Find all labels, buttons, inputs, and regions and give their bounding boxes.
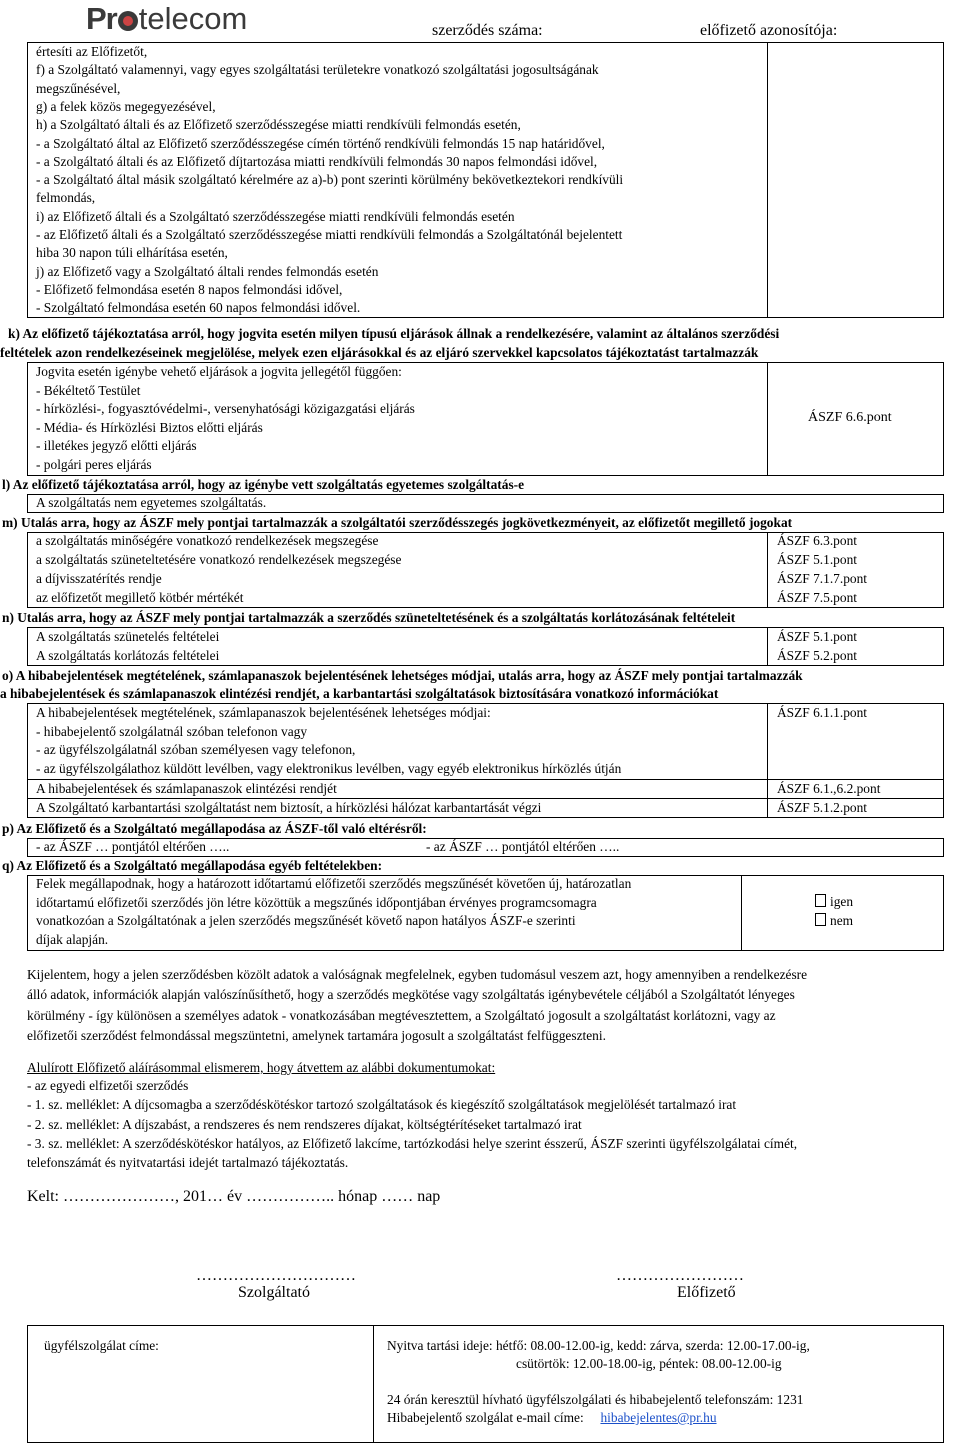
logo-mark-icon	[118, 11, 138, 31]
footer-divider	[373, 1325, 374, 1443]
email-label: Hibabejelentő szolgálat e-mail címe:	[387, 1410, 584, 1425]
subscriber-signature-line: ……………………	[616, 1267, 744, 1284]
section-o-title-1: o) A hibabejelentések megtételének, számlapanaszok bejelentésének lehetséges módjai, utalás arra, hogy az ÁSZF mely pontjai tartalmazzák	[2, 668, 803, 683]
section-m-row-reference: ÁSZF 7.5.pont	[777, 590, 857, 605]
acknowledgement-line: - 3. sz. melléklet: A szerződéskötéskor hatályos, az Előfizető lakcíme, tartózkodási helye szerint ésszerű, ÁSZF szerinti ügyfélszolgálatai címét,	[27, 1135, 798, 1151]
logo-text-pr: Pr	[86, 1, 117, 36]
company-logo	[86, 2, 247, 36]
phone-number-line: 24 órán keresztül hívható ügyfélszolgálati és hibabejelentő telefonszám: 1231	[387, 1392, 804, 1407]
subscriber-id-label: előfizető azonosítója:	[700, 22, 838, 39]
section-m-row-text: a szolgáltatás szüneteltetésére vonatkozó rendelkezések megszegése	[36, 552, 402, 567]
section-k-line: Jogvita esetén igénybe vehető eljárások a jogvita jellegétől függően:	[36, 364, 402, 379]
section-q-title: q) Az Előfizető és a Szolgáltató megállapodása egyéb feltételekben:	[2, 858, 383, 873]
termination-line: f) a Szolgáltató valamennyi, vagy egyes szolgáltatási területekre vonatkozó szolgáltatási jogosultságának	[36, 62, 599, 78]
termination-line: - a Szolgáltató általi és az Előfizető díjtartozása miatti rendkívüli felmondás 30 napos felmondási idővel,	[36, 153, 598, 169]
section-o-row-reference: ÁSZF 5.1.2.pont	[777, 800, 868, 815]
section-k-line: - Békéltető Testület	[36, 382, 141, 398]
section-o-block-reference: ÁSZF 6.1.1.pont	[777, 705, 868, 720]
section-k-divider	[767, 362, 768, 476]
section-k-title-1: k) Az előfizető tájékoztatása arról, hogy jogvita esetén milyen típusú eljárások állnak a rendelkezésére, valamint az általános szerződési	[8, 326, 780, 341]
termination-line: értesíti az Előfizetőt,	[36, 44, 148, 59]
section-n-divider	[767, 627, 768, 666]
section-n-row-reference: ÁSZF 5.2.pont	[777, 648, 857, 663]
termination-box-divider	[767, 42, 768, 318]
section-k-line: - Média- és Hírközlési Biztos előtti eljárás	[36, 419, 263, 435]
acknowledgement-title: Alulírott Előfizető aláírásommal elismerem, hogy átvettem az alábbi dokumentumokat:	[27, 1060, 496, 1075]
termination-line: megszűnésével,	[36, 80, 121, 96]
option-no-label: nem	[830, 913, 854, 928]
section-n-title: n) Utalás arra, hogy az ÁSZF mely pontjai tartalmazzák a szerződés szüneteltetésének és a szolgáltatás korlátozásának feltételeit	[2, 610, 736, 625]
option-no[interactable]	[815, 912, 853, 931]
opening-hours-line-1: Nyitva tartási ideje: hétfő: 08.00-12.00-ig, kedd: zárva, szerda: 12.00-17.00-ig,	[387, 1338, 810, 1353]
section-q-line: vonatkozóan a Szolgáltatónak a jelen szerződés megszűnését követő napon hatályos ÁSZF-e szerinti	[36, 913, 576, 929]
option-yes[interactable]	[815, 893, 853, 912]
termination-line: felmondás,	[36, 190, 96, 206]
section-q-line: díjak alapján.	[36, 931, 109, 947]
email-line	[387, 1409, 717, 1428]
termination-line: - a Szolgáltató által az Előfizető szerződésszegése címén történő rendkívüli felmondás 15 nap határidővel,	[36, 135, 605, 151]
provider-signature-label: Szolgáltató	[238, 1284, 310, 1301]
termination-line: - Szolgáltató felmondása esetén 60 napos felmondási idővel.	[36, 300, 361, 316]
subscriber-signature-label: Előfizető	[677, 1284, 736, 1301]
section-o-line: - az ügyfélszolgálatnál szóban személyesen vagy telefonon,	[36, 742, 356, 757]
termination-line: g) a felek közös megegyezésével,	[36, 98, 216, 114]
customer-service-address-label: ügyfélszolgálat címe:	[44, 1338, 159, 1353]
acknowledgement-line: - 1. sz. melléklet: A díjcsomagba a szerződéskötéskor tartozó szolgáltatások és kiegészítő szolgáltatások megjelölését tartalmazó irat	[27, 1097, 737, 1113]
section-m-row-reference: ÁSZF 7.1.7.pont	[777, 571, 868, 586]
section-p-title: p) Az Előfizető és a Szolgáltató megállapodása az ÁSZF-től való eltérésről:	[2, 821, 427, 836]
section-m-row-reference: ÁSZF 5.1.pont	[777, 552, 857, 567]
section-k-reference: ÁSZF 6.6.pont	[808, 410, 892, 425]
termination-line: i) az Előfizető általi és a Szolgáltató szerződésszegése miatti rendkívüli felmondás esetén	[36, 208, 515, 224]
termination-line: j) az Előfizető vagy a Szolgáltató általi rendes felmondás esetén	[36, 263, 379, 279]
section-m-row-text: a díjvisszatérítés rendje	[36, 571, 162, 586]
checkbox-yes-icon[interactable]	[815, 894, 826, 907]
acknowledgement-line: - az egyedi elfizetői szerződés	[27, 1078, 189, 1093]
section-o-row-text: A hibabejelentések és számlapanaszok elintézési rendjét	[36, 781, 337, 796]
acknowledgement-line: - 2. sz. melléklet: A díjszabást, a rendszeres és nem rendszeres díjakat, költségtérítéseket tartalmazó irat	[27, 1116, 582, 1132]
section-m-row-text: az előfizetőt megillető kötbér mértékét	[36, 590, 244, 605]
email-link[interactable]: hibabejelentes@pr.hu	[600, 1410, 717, 1425]
termination-line: - az Előfizető általi és a Szolgáltató szerződésszegése miatti rendkívüli felmondás a Szolgáltatónál bejelentett	[36, 227, 623, 242]
section-n-row-text: A szolgáltatás szünetelés feltételei	[36, 629, 220, 644]
termination-line: h) a Szolgáltató általi és az Előfizető szerződésszegése miatti rendkívüli felmondás esetén,	[36, 117, 521, 133]
termination-line: hiba 30 napon túli elhárítása esetén,	[36, 245, 228, 261]
section-k-title-2: feltételek azon rendelkezéseinek megjelölése, melyek ezen eljárásokkal és az eljáró szervekkel kapcsolatos tájékoztatást tartalmazzák	[0, 345, 759, 360]
termination-line: - a Szolgáltató által másik szolgáltató kérelmére az a)-b) pont szerinti körülmény bekövetkeztekori rendkívüli	[36, 172, 624, 188]
declaration-line: körülmény - így különösen a személyes adatok - vonatkozásában megtévesztettem, a Szolgáltató jogosult a szolgáltatást korlátozni, vagy az	[27, 1007, 776, 1023]
provider-signature-line: …………………………	[196, 1267, 356, 1284]
logo-text-telecom: telecom	[138, 1, 248, 36]
section-o-row-text: A Szolgáltató karbantartási szolgáltatást nem biztosít, a hírközlési hálózat karbantartását végzi	[36, 800, 542, 815]
section-m-row-text: a szolgáltatás minőségére vonatkozó rendelkezések megszegése	[36, 533, 379, 548]
option-yes-label: igen	[830, 894, 854, 909]
date-line: Kelt: …………………, 201… év …………….. hónap …… nap	[27, 1188, 441, 1205]
section-m-title: m) Utalás arra, hogy az ÁSZF mely pontjai tartalmazzák a szolgáltatói szerződésszegés jogkövetkezményeit, az előfizetőt megillető jogokat	[2, 515, 793, 530]
declaration-line: előfizetői szerződést felmondással megszüntetni, amelynek tartamára jogosult a szolgáltatást felfüggeszteni.	[27, 1027, 606, 1043]
section-l-value: A szolgáltatás nem egyetemes szolgáltatás.	[36, 495, 267, 510]
section-p-right: - az ÁSZF … pontjától eltérően …..	[426, 839, 620, 854]
declaration-line: álló adatok, információk alapján valószínűsíthető, hogy a szerződés megkötése vagy szolgáltatás igénybevétele céljából a Szolgáltatót lényeges	[27, 987, 795, 1003]
section-m-row-reference: ÁSZF 6.3.pont	[777, 533, 857, 548]
declaration-line: Kijelentem, hogy a jelen szerződésben közölt adatok a valóságnak megfelelnek, egyben tudomásul veszem azt, hogy amennyiben a rendelkezésre	[27, 967, 808, 982]
section-q-line: Felek megállapodnak, hogy a határozott időtartamú előfizetői szerződés megszűnését követően új, határozatlan	[36, 876, 632, 891]
section-o-divider	[767, 703, 768, 818]
section-q-divider	[741, 875, 742, 951]
contract-number-label: szerződés száma:	[432, 22, 543, 39]
section-o-line: - az ügyfélszolgálathoz küldött levélben, vagy elektronikus levélben, vagy egyéb elektronikus hírközlés útján	[36, 760, 622, 776]
section-q-line: időtartamú előfizetői szerződés jön létre közöttük a megszűnés időpontjában érvényes programcsomagra	[36, 894, 597, 910]
checkbox-no-icon[interactable]	[815, 913, 826, 926]
section-l-title: l) Az előfizető tájékoztatása arról, hogy az igénybe vett szolgáltatás egyetemes szolgáltatás-e	[2, 477, 525, 492]
termination-line: - Előfizető felmondása esetén 8 napos felmondási idővel,	[36, 281, 343, 297]
section-n-row-text: A szolgáltatás korlátozás feltételei	[36, 648, 220, 663]
section-o-line: - hibabejelentő szolgálatnál szóban telefonon vagy	[36, 723, 308, 739]
section-o-line: A hibabejelentések megtételének, számlapanaszok bejelentésének lehetséges módjai:	[36, 705, 491, 720]
section-k-line: - illetékes jegyző előtti eljárás	[36, 438, 197, 453]
opening-hours-line-2: csütörtök: 12.00-18.00-ig, péntek: 08.00-12.00-ig	[516, 1356, 782, 1371]
section-k-line: - hírközlési-, fogyasztóvédelmi-, versenyhatósági közigazgatási eljárás	[36, 401, 415, 416]
section-o-row-reference: ÁSZF 6.1.,6.2.pont	[777, 781, 881, 796]
section-k-line: - polgári peres eljárás	[36, 456, 152, 472]
acknowledgement-line: telefonszámát és nyitvatartási idejét tartalmazó tájékoztatás.	[27, 1155, 349, 1171]
section-n-row-reference: ÁSZF 5.1.pont	[777, 629, 857, 644]
section-m-divider	[767, 532, 768, 608]
section-o-title-2: a hibabejelentések és számlapanaszok elintézési rendjét, a karbantartási szolgáltatások biztosítására vonatkozó információkat	[0, 686, 719, 701]
section-p-left: - az ÁSZF … pontjától eltérően …..	[36, 839, 230, 854]
